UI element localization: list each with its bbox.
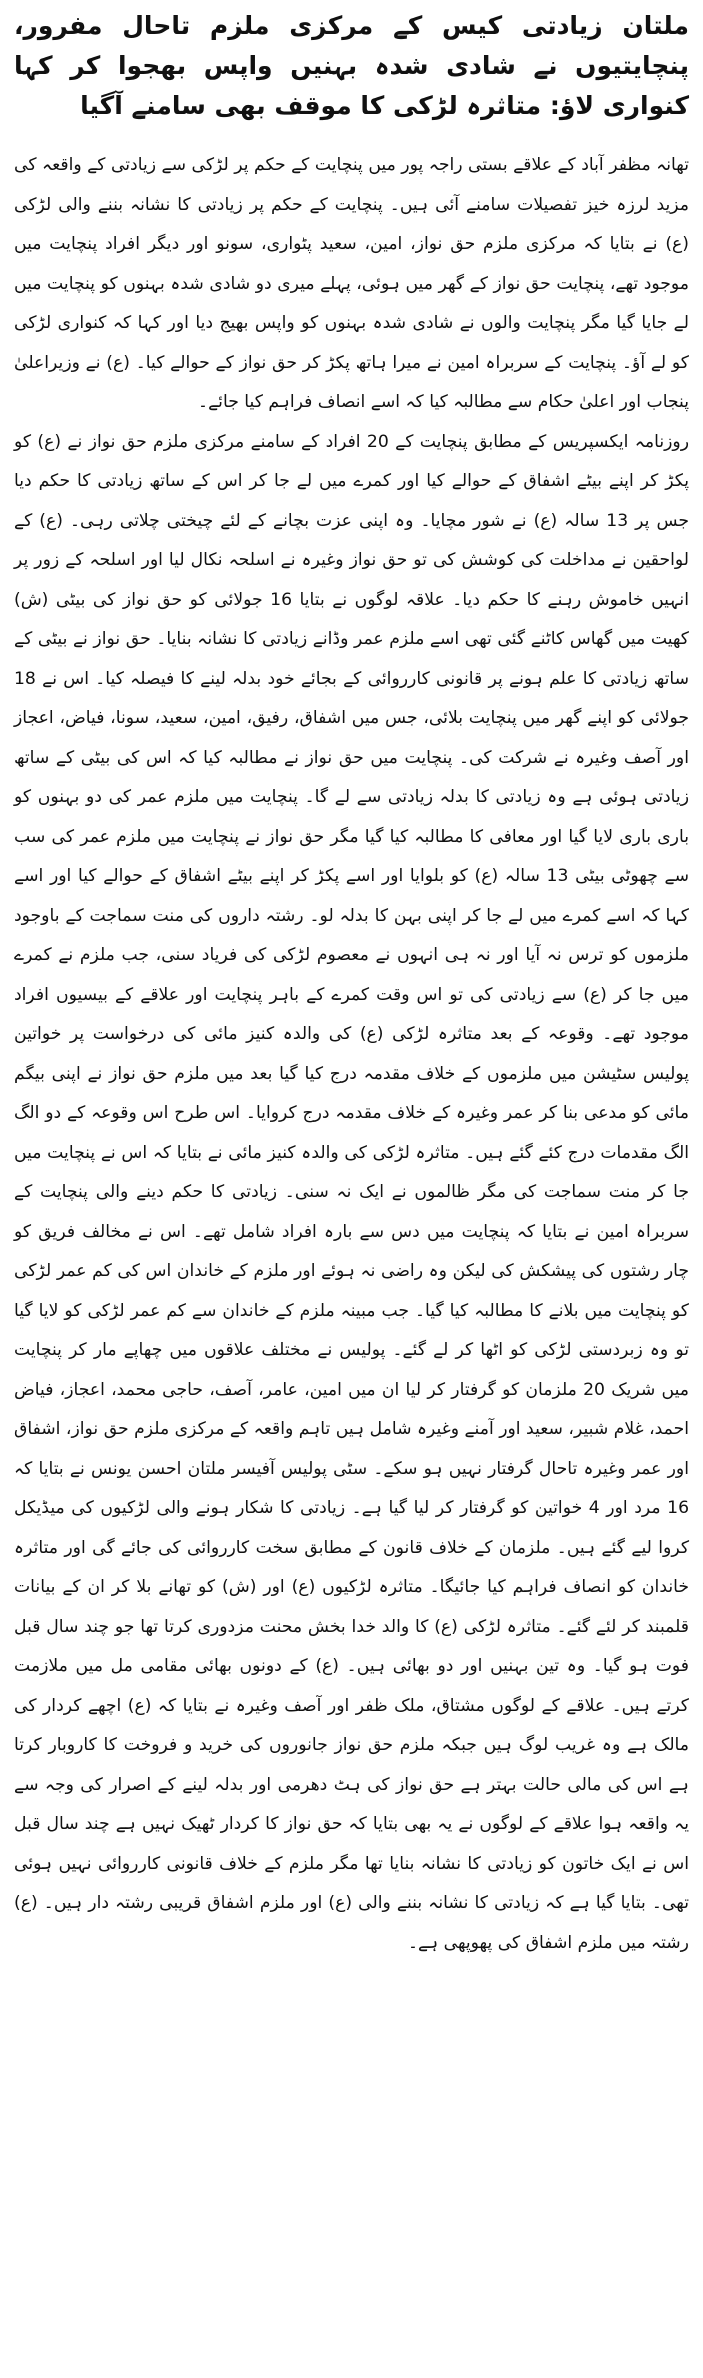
article-headline: ملتان زیادتی کیس کے مرکزی ملزم تاحال مفرور، پنچایتیوں نے شادی شدہ بہنیں واپس بھجوا کر کہا کنواری لاؤ: متاثرہ لڑکی کا موقف بھی سامنے آگیا — [14, 11, 689, 120]
article-body — [14, 146, 689, 1963]
article-paragraph: تھانہ مظفر آباد کے علاقے بستی راجہ پور میں پنچایت کے حکم پر لڑکی سے زیادتی کے واقعہ کی مزید لرزہ خیز تفصیلات سامنے آئی ہیں۔ پنچایت کے حکم پر زیادتی کا نشانہ بننے والی لڑکی (ع) نے بتایا کہ مرکزی ملزم حق نواز، امین، سعید پٹواری، سونو اور دیگر افراد پنچایت میں موجود تھے، پنچایت حق نواز کے گھر میں ہوئی، پہلے میری دو شادی شدہ بہنوں کو پنچایت میں لے جایا گیا مگر پنچایت والوں نے شادی شدہ بہنوں کو واپس بھیج دیا اور کہا کہ کنواری لڑکی کو لے آؤ۔ پنچایت کے سربراہ امین نے میرا ہاتھ پکڑ کر حق نواز کے حوالے کیا۔ (ع) نے وزیراعلیٰ پنجاب اور اعلیٰ حکام سے مطالبہ کیا کہ اسے انصاف فراہم کیا جائے۔ — [14, 155, 689, 412]
article-paragraph: روزنامہ ایکسپریس کے مطابق پنچایت کے 20 افراد کے سامنے مرکزی ملزم حق نواز نے (ع) کو پکڑ کر اپنے بیٹے اشفاق کے حوالے کیا اور کمرے میں لے جا کر اس کے ساتھ زیادتی کا حکم دیا جس پر 13 سالہ (ع) نے شور مچایا۔ وہ اپنی عزت بچانے کے لئے چیختی چلاتی رہی۔ (ع) کے لواحقین نے مداخلت کی کوشش کی تو حق نواز وغیرہ نے اسلحہ نکال لیا اور اسلحہ کے زور پر انہیں خاموش رہنے کا حکم دیا۔ علاقہ لوگوں نے بتایا 16 جولائی کو حق نواز کی بیٹی (ش) کھیت میں گھاس کاٹنے گئی تھی اسے ملزم عمر وڈانے زیادتی کا نشانہ بنایا۔ حق نواز نے بیٹی کے ساتھ زیادتی کا علم ہونے پر قانونی کارروائی کے بجائے خود بدلہ لینے کا فیصلہ کیا۔ اس نے 18 جولائی کو اپنے گھر میں پنچایت بلائی، جس میں اشفاق، رفیق، امین، سعید، سونا، فیاض، اعجاز اور آصف وغیرہ نے شرکت کی۔ پنچایت میں حق نواز نے مطالبہ کیا کہ اس کی بیٹی کے ساتھ زیادتی ہوئی ہے وہ زیادتی کا بدلہ زیادتی سے لے گا۔ پنچایت میں ملزم عمر کی دو بہنوں کو باری باری لایا گیا اور معافی کا مطالبہ کیا گیا مگر حق نواز نے پنچایت میں ملزم عمر کی سب سے چھوٹی بیٹی 13 سالہ (ع) کو بلوایا اور اسے پکڑ کر اپنے بیٹے اشفاق کے حوالے کیا اور اسے کہا کہ اسے کمرے میں لے جا کر اپنی بہن کا بدلہ لو۔ رشتہ داروں کی منت سماجت کے باوجود ملزموں کو ترس نہ آیا اور نہ ہی انہوں نے معصوم لڑکی کی فریاد سنی، جب ملزم نے کمرے میں جا کر (ع) سے زیادتی کی تو اس وقت کمرے کے باہر پنچایت اور علاقے کے بیسیوں افراد موجود تھے۔ وقوعہ کے بعد متاثرہ لڑکی (ع) کی والدہ کنیز مائی کی درخواست پر خواتین پولیس سٹیشن میں ملزموں کے خلاف مقدمہ درج کیا گیا بعد میں ملزم حق نواز نے اپنی بیگم مائی کو مدعی بنا کر عمر وغیرہ کے خلاف مقدمہ درج کروایا۔ اس طرح اس وقوعہ کے دو الگ الگ مقدمات درج کئے گئے ہیں۔ متاثرہ لڑکی کی والدہ کنیز مائی نے بتایا کہ اس نے پنچایت میں جا کر منت سماجت کی مگر ظالموں نے ایک نہ سنی۔ زیادتی کا حکم دینے والی پنچایت کے سربراہ امین نے بتایا کہ پنچایت میں دس سے بارہ افراد شامل تھے۔ اس نے مخالف فریق کو چار رشتوں کی پیشکش کی لیکن وہ راضی نہ ہوئے اور ملزم کے خاندان اس کی کم عمر لڑکی کو پنچایت میں بلانے کا مطالبہ کیا گیا۔ جب مبینہ ملزم کے خاندان سے کم عمر لڑکی کو لایا گیا تو وہ زبردستی لڑکی کو اٹھا کر لے گئے۔ پولیس نے مختلف علاقوں میں چھاپے مار کر پنچایت میں شریک 20 ملزمان کو گرفتار کر لیا ان میں امین، عامر، آصف، حاجی محمد، اعجاز، فیاض احمد، غلام شبیر، سعید اور آمنے وغیرہ شامل ہیں تاہم واقعہ کے مرکزی ملزم حق نواز، اشفاق اور عمر وغیرہ تاحال گرفتار نہیں ہو سکے۔ سٹی پولیس آفیسر ملتان احسن یونس نے بتایا کہ 16 مرد اور 4 خواتین کو گرفتار کر لیا گیا ہے۔ زیادتی کا شکار ہونے والی لڑکیوں کی میڈیکل کروا لیے گئے ہیں۔ ملزمان کے خلاف قانون کے مطابق سخت کارروائی کی جائے گی اور متاثرہ خاندان کو انصاف فراہم کیا جائیگا۔ متاثرہ لڑکیوں (ع) اور (ش) کو تھانے بلا کر ان کے بیانات قلمبند کر لئے گئے۔ متاثرہ لڑکی (ع) کا والد خدا بخش محنت مزدوری کرتا تھا جو چند سال قبل فوت ہو گیا۔ وہ تین بہنیں اور دو بھائی ہیں۔ (ع) کے دونوں بھائی مقامی مل میں ملازمت کرتے ہیں۔ علاقے کے لوگوں مشتاق، ملک ظفر اور آصف وغیرہ نے بتایا کہ (ع) اچھے کردار کی مالک ہے وہ غریب لوگ ہیں جبکہ ملزم حق نواز جانوروں کی خرید و فروخت کا کاروبار کرتا ہے اس کی مالی حالت بہتر ہے حق نواز کی ہٹ دھرمی اور بدلہ لینے کے اصرار کی وجہ سے یہ واقعہ ہوا علاقے کے لوگوں نے یہ بھی بتایا کہ حق نواز کا کردار ٹھیک نہیں ہے چند سال قبل اس نے ایک خاتون کو زیادتی کا نشانہ بنایا تھا مگر ملزم کے خلاف قانونی کارروائی نہیں ہوئی تھی۔ بتایا گیا ہے کہ زیادتی کا نشانہ بننے والی (ع) اور ملزم اشفاق قریبی رشتہ دار ہیں۔ (ع) رشتہ میں ملزم اشفاق کی پھوپھی ہے۔ — [14, 431, 690, 1953]
